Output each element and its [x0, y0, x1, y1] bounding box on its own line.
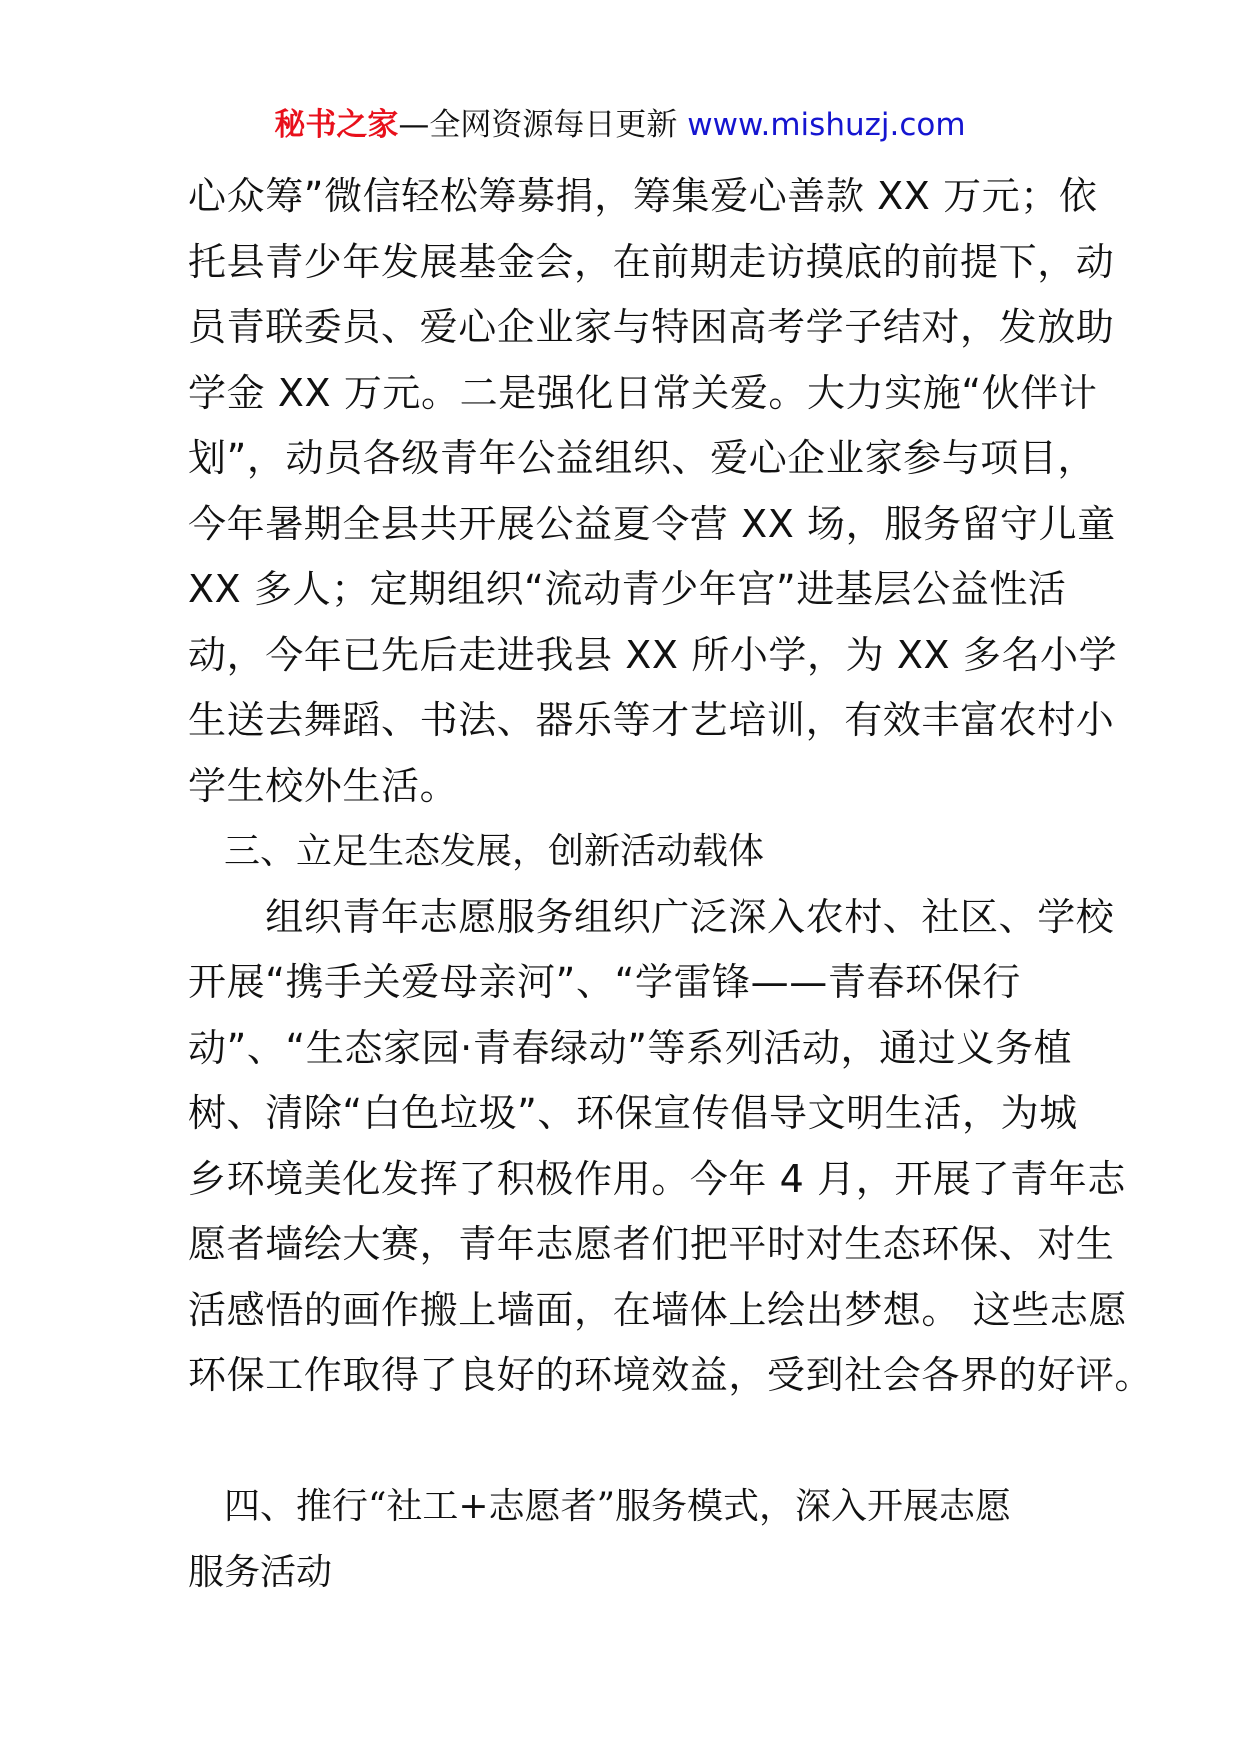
paragraph-ecology-activities — [188, 885, 1154, 1409]
heading-line: 四、推行“社工+志愿者”服务模式，深入开展志愿 — [188, 1486, 1011, 1527]
text-line: 组织青年志愿服务组织广泛深入农村、社区、学校 — [188, 894, 1115, 939]
text-line: 员青联委员、爱心企业家与特困高考学子结对，发放助 — [188, 305, 1115, 349]
text-line: 学生校外生活。 — [188, 763, 459, 808]
text-line: 心众筹”微信轻松筹募捐，筹集爱心善款 XX 万元；依 — [188, 174, 1098, 218]
paragraph-care-activities — [188, 164, 1118, 819]
text-line: 环保工作取得了良好的环境效益，受到社会各界的好评。 — [188, 1353, 1154, 1397]
brand-name: 秘书之家 — [274, 107, 399, 143]
blank-line — [188, 1409, 1068, 1475]
text-line: 学金 XX 万元。二是强化日常关爱。大力实施“伙伴计 — [188, 370, 1098, 415]
section-heading-3: 三、立足生态发展，创新活动载体 — [188, 831, 765, 872]
text-line: 乡环境美化发挥了积极作用。今年 4 月，开展了青年志 — [188, 1156, 1126, 1201]
text-line: 动，今年已先后走进我县 XX 所小学，为 XX 多名小学 — [188, 632, 1118, 677]
site-url-link[interactable]: www.mishuzj.com — [687, 107, 966, 143]
text-line: XX 多人；定期组织“流动青少年宫”进基层公益性活 — [188, 567, 1067, 611]
text-line: 树、清除“白色垃圾”、环保宣传倡导文明生活，为城 — [188, 1091, 1078, 1135]
text-line: 开展“携手关爱母亲河”、“学雷锋——青春环保行 — [188, 960, 1021, 1004]
text-line: 托县青少年发展基金会，在前期走访摸底的前提下，动 — [188, 239, 1115, 284]
text-line: 生送去舞蹈、书法、器乐等才艺培训，有效丰富农村小 — [188, 698, 1115, 742]
header-tagline: —全网资源每日更新 — [398, 107, 688, 143]
text-line: 动”、“生态家园·青春绿动”等系列活动，通过义务植 — [188, 1025, 1073, 1070]
text-line: 活感悟的画作搬上墙面，在墙体上绘出梦想。 这些志愿 — [188, 1287, 1128, 1332]
text-line: 愿者墙绘大赛，青年志愿者们把平时对生态环保、对生 — [188, 1222, 1115, 1266]
text-line: 划”，动员各级青年公益组织、爱心企业家参与项目， — [188, 436, 1097, 480]
site-header — [0, 100, 1240, 150]
document-body — [188, 164, 1154, 1605]
section-heading-4 — [188, 1474, 1068, 1605]
text-line: 今年暑期全县共开展公益夏令营 XX 场，服务留守儿童 — [188, 501, 1116, 546]
heading-line: 服务活动 — [188, 1551, 333, 1593]
